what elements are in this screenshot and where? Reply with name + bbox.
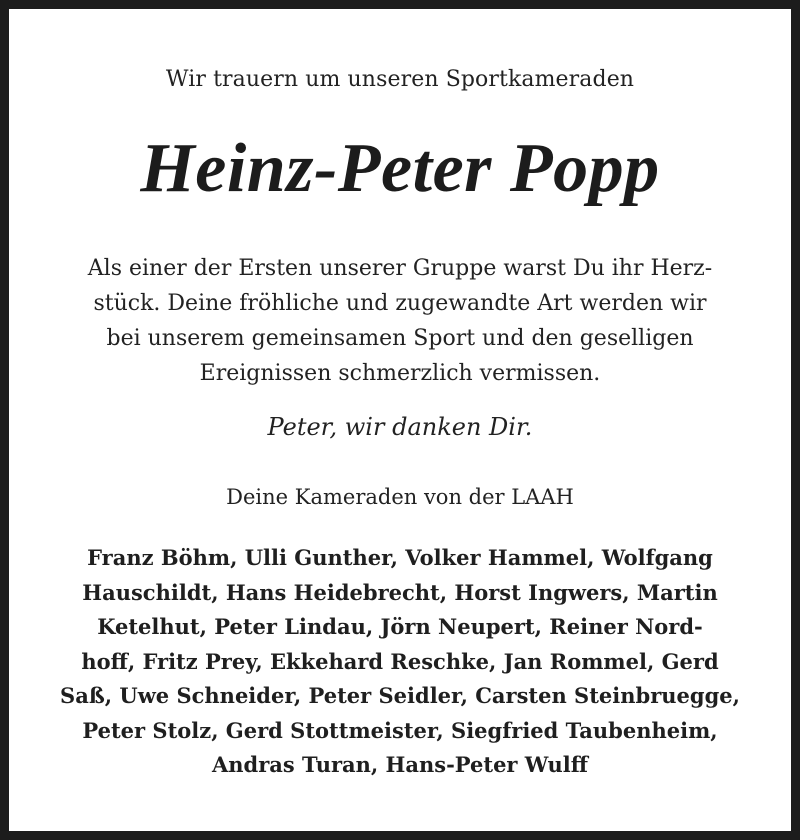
tribute-line: Ereignissen schmerzlich vermissen. (199, 361, 601, 386)
tribute-line: stück. Deine fröhliche und zugewandte Art werden wir (93, 291, 707, 316)
thanks-text: Peter, wir danken Dir. (267, 413, 533, 441)
mourners-line: Saß, Uwe Schneider, Peter Seidler, Carsten Steinbruegge, (60, 683, 740, 708)
mourners-line: Peter Stolz, Gerd Stottmeister, Siegfried Taubenheim, (82, 717, 718, 743)
tribute-line: Als einer der Ersten unserer Gruppe warst Du ihr Herz- (87, 256, 713, 281)
intro-text: Wir trauern um unseren Sportkameraden (165, 67, 635, 92)
mourners-line: Ketelhut, Peter Lindau, Jörn Neupert, Reiner Nord- (97, 614, 703, 639)
tribute-text (49, 251, 751, 391)
tribute-line: bei unserem gemeinsamen Sport und den geselligen (106, 326, 694, 351)
signature-group: Deine Kameraden von der LAAH (226, 485, 574, 509)
mourners-line: Franz Böhm, Ulli Gunther, Volker Hammel, Wolfgang (87, 545, 713, 570)
mourners-line: hoff, Fritz Prey, Ekkehard Reschke, Jan Rommel, Gerd (81, 648, 719, 674)
deceased-name: Heinz-Peter Popp (140, 130, 660, 207)
mourners-line: Hauschildt, Hans Heidebrecht, Horst Ingwers, Martin (82, 579, 718, 605)
mourners-list (29, 541, 771, 783)
mourners-line: Andras Turan, Hans-Peter Wulff (211, 752, 589, 777)
